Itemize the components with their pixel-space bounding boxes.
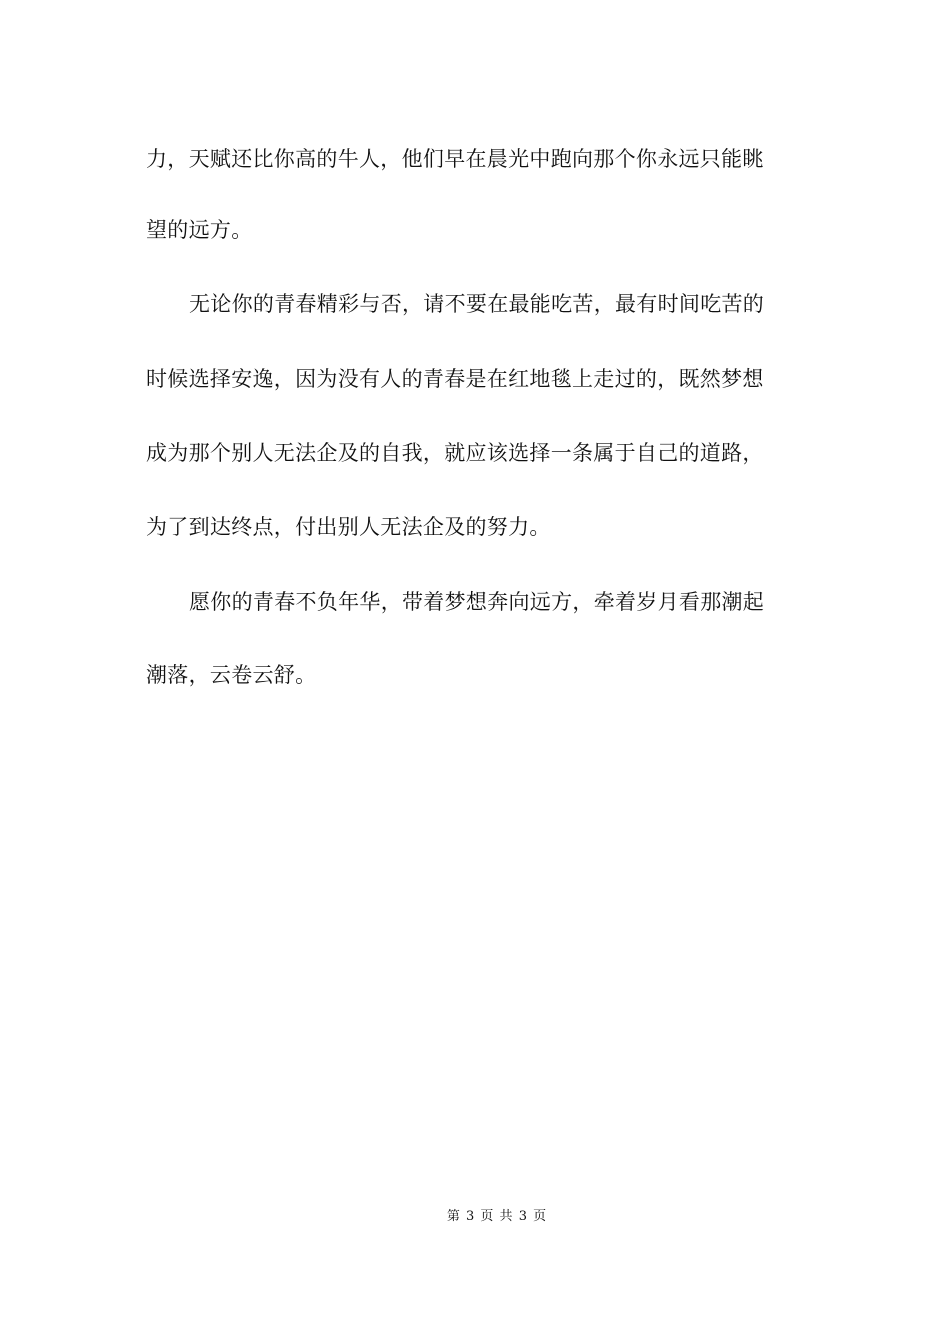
- paragraph-3-line-2: 潮落，云卷云舒。: [146, 663, 317, 687]
- paragraph-2-line-1: 无论你的青春精彩与否，请不要在最能吃苦，最有时间吃苦的: [189, 292, 765, 316]
- paragraph-1-line-2: 望的远方。: [146, 218, 253, 242]
- paragraph-2-line-3: 成为那个别人无法企及的自我，就应该选择一条属于自己的道路，: [146, 441, 764, 465]
- paragraph-3-line-1: 愿你的青春不负年华，带着梦想奔向远方，牵着岁月看那潮起: [189, 590, 765, 614]
- paragraph-1-line-1: 力，天赋还比你高的牛人，他们早在晨光中跑向那个你永远只能眺: [146, 147, 764, 171]
- paragraph-2-line-4: 为了到达终点，付出别人无法企及的努力。: [146, 515, 551, 539]
- paragraph-2-line-2: 时候选择安逸，因为没有人的青春是在红地毯上走过的，既然梦想: [146, 367, 764, 391]
- page-number-footer: 第 3 页 共 3 页: [446, 1209, 548, 1224]
